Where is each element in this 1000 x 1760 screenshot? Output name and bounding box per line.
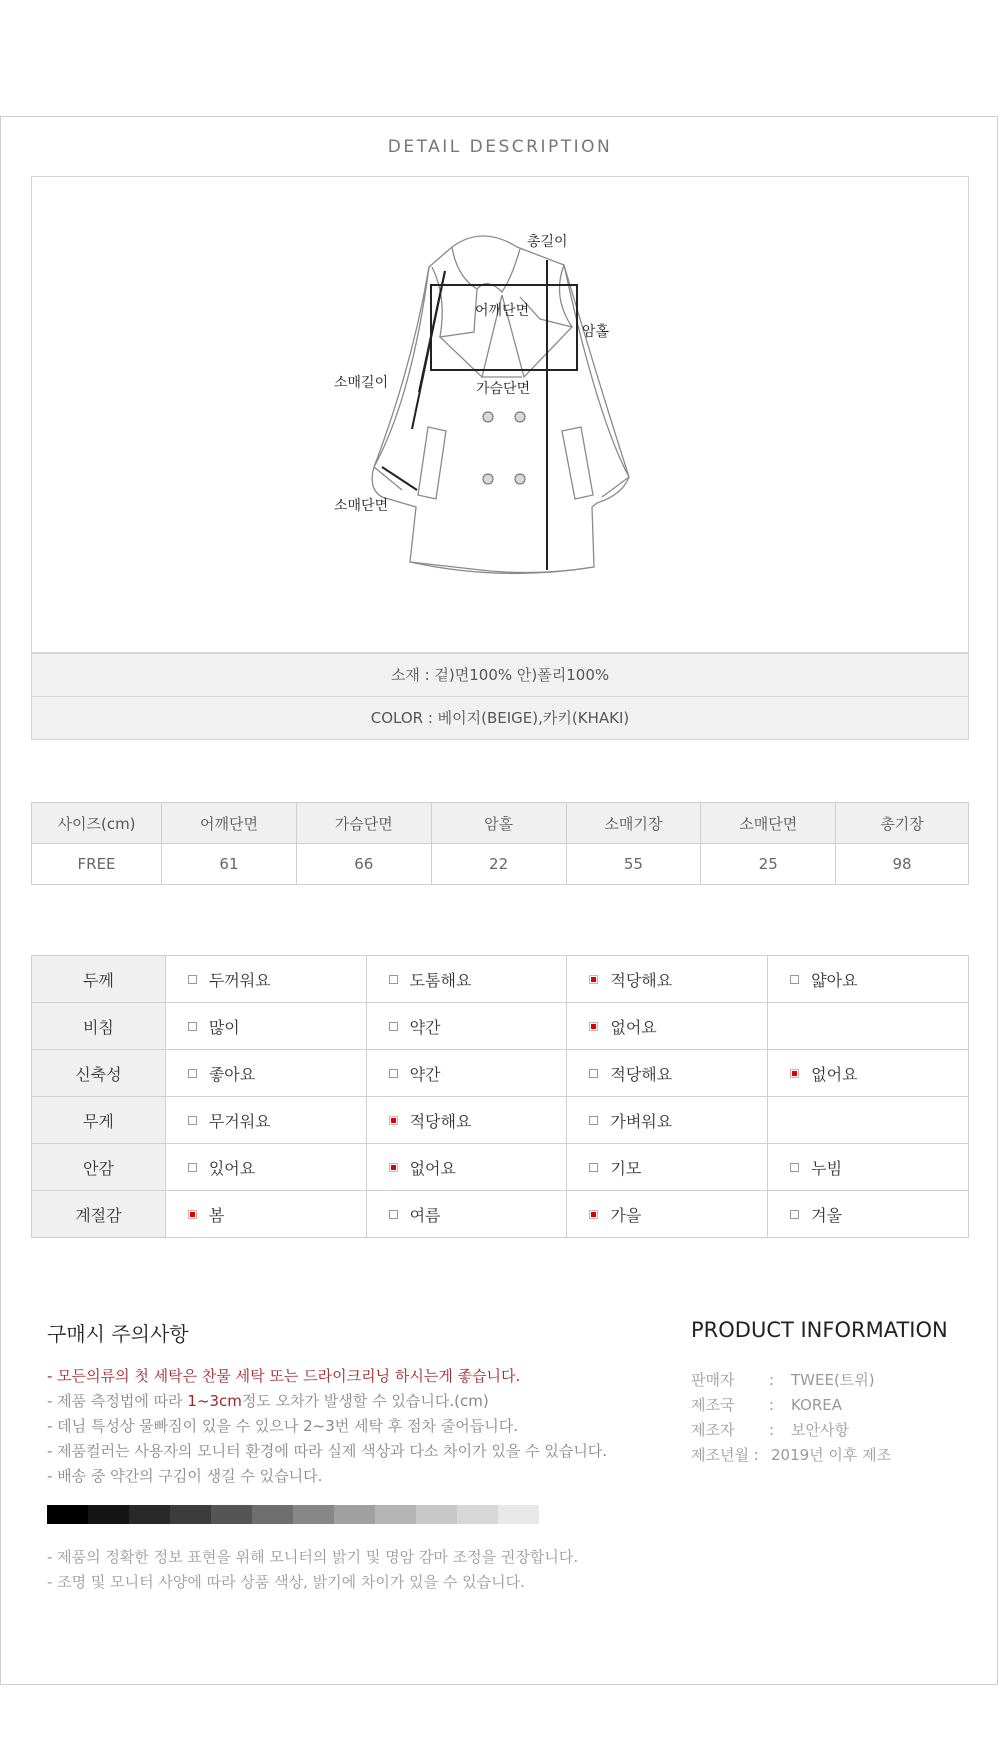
fit-option-label: 없어요	[610, 1017, 657, 1037]
fit-option	[567, 968, 767, 991]
fit-option-label: 도톰해요	[409, 970, 472, 990]
checked-box-icon	[389, 1116, 398, 1125]
value-cell: 25	[701, 844, 836, 885]
info-value: KOREA	[791, 1396, 842, 1414]
fit-option-label: 적당해요	[610, 1064, 673, 1084]
notice-line: - 모든의류의 첫 세탁은 찬물 세탁 또는 드라이크리닝 하시는게 좋습니다.	[47, 1367, 521, 1385]
size-table-row	[32, 844, 969, 885]
unchecked-box-icon	[589, 1069, 598, 1078]
fit-row	[32, 1144, 969, 1191]
info-key: 제조자	[691, 1421, 735, 1439]
info-colon: :	[769, 1396, 775, 1414]
fit-option-cell	[768, 1191, 969, 1238]
fit-option-label: 여름	[409, 1205, 441, 1225]
fit-option	[367, 1156, 567, 1179]
unchecked-box-icon	[589, 1116, 598, 1125]
fit-option-cell	[165, 1003, 366, 1050]
fit-option-label: 얇아요	[811, 970, 858, 990]
fit-option-label: 기모	[610, 1158, 642, 1178]
checked-box-icon	[188, 1210, 197, 1219]
unchecked-box-icon	[389, 975, 398, 984]
fit-option-cell	[366, 1050, 567, 1097]
header-cell: 소매단면	[701, 803, 836, 844]
fit-row-label: 두께	[32, 956, 166, 1003]
fit-option	[166, 1156, 366, 1179]
fit-option	[367, 1015, 567, 1038]
info-key: 제조국	[691, 1396, 735, 1414]
fit-option	[768, 1062, 968, 1085]
fit-option-cell	[165, 1144, 366, 1191]
fit-option	[768, 968, 968, 991]
monitor-gray-scale	[47, 1505, 539, 1524]
notice-line: - 제품의 정확한 정보 표현을 위해 모니터의 밝기 및 명암 감마 조정을 권장합니다.	[47, 1548, 579, 1566]
gray-swatch	[47, 1505, 88, 1524]
fit-option-label: 많이	[208, 1017, 240, 1037]
product-info-row	[691, 1443, 891, 1468]
fit-option	[567, 1062, 767, 1085]
unchecked-box-icon	[389, 1022, 398, 1031]
product-info-row	[691, 1393, 891, 1418]
fit-option	[567, 1109, 767, 1132]
fit-row-label: 비침	[32, 1003, 166, 1050]
header-cell: 총기장	[836, 803, 969, 844]
gray-swatch	[129, 1505, 170, 1524]
fit-row-label: 계절감	[32, 1191, 166, 1238]
value-cell: FREE	[32, 844, 162, 885]
unchecked-box-icon	[389, 1069, 398, 1078]
fit-row	[32, 1097, 969, 1144]
fit-option-cell	[366, 1144, 567, 1191]
info-colon: :	[769, 1421, 775, 1439]
notice-title: 구매시 주의사항	[47, 1322, 189, 1346]
fit-row	[32, 1050, 969, 1097]
notice-line: - 데님 특성상 물빠짐이 있을 수 있으나 2~3번 세탁 후 점차 줄어듭니다.	[47, 1417, 519, 1435]
fit-option-cell	[567, 956, 768, 1003]
checked-box-icon	[589, 1022, 598, 1031]
fit-option-cell	[768, 956, 969, 1003]
fit-row	[32, 1003, 969, 1050]
fit-row-label: 신축성	[32, 1050, 166, 1097]
fit-option-cell	[366, 1191, 567, 1238]
fit-option-cell	[366, 956, 567, 1003]
unchecked-box-icon	[790, 1210, 799, 1219]
fit-option-label: 없어요	[811, 1064, 858, 1084]
gray-swatch	[375, 1505, 416, 1524]
fit-option-cell	[567, 1097, 768, 1144]
header-cell: 소매기장	[566, 803, 701, 844]
fit-option	[166, 1109, 366, 1132]
gray-swatch	[170, 1505, 211, 1524]
info-key: 판매자	[691, 1371, 735, 1389]
fit-option	[567, 1203, 767, 1226]
info-value: 보안사항	[791, 1421, 849, 1439]
notice-text: 정도 오차가 발생할 수 있습니다.(cm)	[241, 1392, 489, 1410]
color-row: COLOR : 베이지(BEIGE),카키(KHAKI)	[31, 696, 969, 740]
unchecked-box-icon	[188, 975, 197, 984]
fit-option	[367, 1062, 567, 1085]
fit-option	[768, 1156, 968, 1179]
label-shoulder: 어깨단면	[475, 303, 530, 319]
gray-swatch	[457, 1505, 498, 1524]
gray-swatch	[416, 1505, 457, 1524]
fit-option-cell	[768, 1003, 969, 1050]
checked-box-icon	[589, 1210, 598, 1219]
fit-option-cell	[768, 1097, 969, 1144]
notice-text: - 제품 측정법에 따라	[47, 1392, 188, 1410]
fit-option	[166, 968, 366, 991]
fit-option	[166, 1015, 366, 1038]
fit-option-label: 있어요	[208, 1158, 256, 1178]
label-sleeve-length: 소매길이	[334, 375, 389, 391]
fit-option-label: 약간	[409, 1017, 441, 1037]
fit-row-label: 안감	[32, 1144, 166, 1191]
fit-option-cell	[567, 1050, 768, 1097]
info-colon: :	[769, 1371, 775, 1389]
gray-swatch	[498, 1505, 539, 1524]
fit-option-cell	[165, 956, 366, 1003]
info-value: 2019년 이후 제조	[771, 1446, 892, 1464]
fit-option-label: 없어요	[409, 1158, 456, 1178]
header-cell: 가슴단면	[296, 803, 431, 844]
coat-illustration	[32, 177, 970, 654]
fit-option	[567, 1156, 767, 1179]
monitor-notice-list	[47, 1545, 578, 1595]
fit-option-label: 적당해요	[409, 1111, 472, 1131]
unchecked-box-icon	[389, 1210, 398, 1219]
value-cell: 22	[431, 844, 566, 885]
fit-option-label: 가벼워요	[610, 1111, 673, 1131]
product-info-row	[691, 1418, 891, 1443]
size-table	[31, 802, 969, 885]
header-cell: 어깨단면	[162, 803, 297, 844]
size-diagram	[31, 176, 969, 653]
fit-option-cell	[567, 1003, 768, 1050]
unchecked-box-icon	[790, 1163, 799, 1172]
section-title: DETAIL DESCRIPTION	[387, 137, 613, 157]
fit-option	[768, 1203, 968, 1226]
header-cell: 사이즈(cm)	[32, 803, 162, 844]
fit-option-label: 약간	[409, 1064, 441, 1084]
info-key: 제조년월 :	[691, 1446, 759, 1464]
label-armhole: 암홀	[582, 324, 610, 340]
fit-table	[31, 955, 969, 1238]
product-info-list	[691, 1368, 891, 1468]
size-table-header	[32, 803, 969, 844]
unchecked-box-icon	[790, 975, 799, 984]
value-cell: 66	[296, 844, 431, 885]
fit-option	[166, 1062, 366, 1085]
notice-line: - 배송 중 약간의 구김이 생길 수 있습니다.	[47, 1467, 323, 1485]
fit-option	[367, 1203, 567, 1226]
label-sleeve-width: 소매단면	[334, 498, 389, 514]
fit-option-cell	[768, 1144, 969, 1191]
fit-option-cell	[165, 1191, 366, 1238]
fit-row	[32, 1191, 969, 1238]
fit-option-cell	[366, 1097, 567, 1144]
fit-option	[367, 1109, 567, 1132]
notice-list	[47, 1364, 607, 1489]
fit-option-cell	[165, 1050, 366, 1097]
fit-option-label: 적당해요	[610, 970, 673, 990]
fit-option-cell	[366, 1003, 567, 1050]
gray-swatch	[88, 1505, 129, 1524]
fit-option-label: 좋아요	[208, 1064, 256, 1084]
fit-option-cell	[768, 1050, 969, 1097]
fit-option-label: 무거워요	[208, 1111, 271, 1131]
fit-option-cell	[567, 1191, 768, 1238]
fit-option	[567, 1015, 767, 1038]
gray-swatch	[252, 1505, 293, 1524]
product-info-row	[691, 1368, 891, 1393]
unchecked-box-icon	[188, 1163, 197, 1172]
notice-line: - 제품컬러는 사용자의 모니터 환경에 따라 실제 색상과 다소 차이가 있을 수 있습니다.	[47, 1442, 608, 1460]
fit-option	[367, 968, 567, 991]
fit-option-cell	[165, 1097, 366, 1144]
fit-option-label: 봄	[208, 1205, 225, 1225]
fit-row	[32, 956, 969, 1003]
value-cell: 55	[566, 844, 701, 885]
gray-swatch	[211, 1505, 252, 1524]
unchecked-box-icon	[589, 1163, 598, 1172]
notice-highlight: 1~3cm	[187, 1392, 242, 1410]
checked-box-icon	[790, 1069, 799, 1078]
product-info-title: PRODUCT INFORMATION	[691, 1318, 948, 1342]
label-total-length: 총길이	[527, 234, 568, 250]
fit-option-cell	[567, 1144, 768, 1191]
unchecked-box-icon	[188, 1022, 197, 1031]
header-cell: 암홀	[431, 803, 566, 844]
checked-box-icon	[589, 975, 598, 984]
value-cell: 98	[836, 844, 969, 885]
fit-option	[166, 1203, 366, 1226]
gray-swatch	[293, 1505, 334, 1524]
info-value: TWEE(트위)	[791, 1371, 875, 1389]
notice-line	[47, 1389, 607, 1414]
unchecked-box-icon	[188, 1116, 197, 1125]
fit-option-label: 두꺼워요	[208, 970, 271, 990]
fit-option-label: 겨울	[811, 1205, 843, 1225]
label-chest: 가슴단면	[476, 381, 531, 397]
value-cell: 61	[162, 844, 297, 885]
notice-line: - 조명 및 모니터 사양에 따라 상품 색상, 밝기에 차이가 있을 수 있습니다.	[47, 1573, 525, 1591]
fit-option-label: 누빔	[811, 1158, 843, 1178]
checked-box-icon	[389, 1163, 398, 1172]
material-row: 소재 : 겉)면100% 안)폴리100%	[31, 653, 969, 697]
unchecked-box-icon	[188, 1069, 197, 1078]
fit-option-label: 가을	[610, 1205, 642, 1225]
fit-row-label: 무게	[32, 1097, 166, 1144]
gray-swatch	[334, 1505, 375, 1524]
